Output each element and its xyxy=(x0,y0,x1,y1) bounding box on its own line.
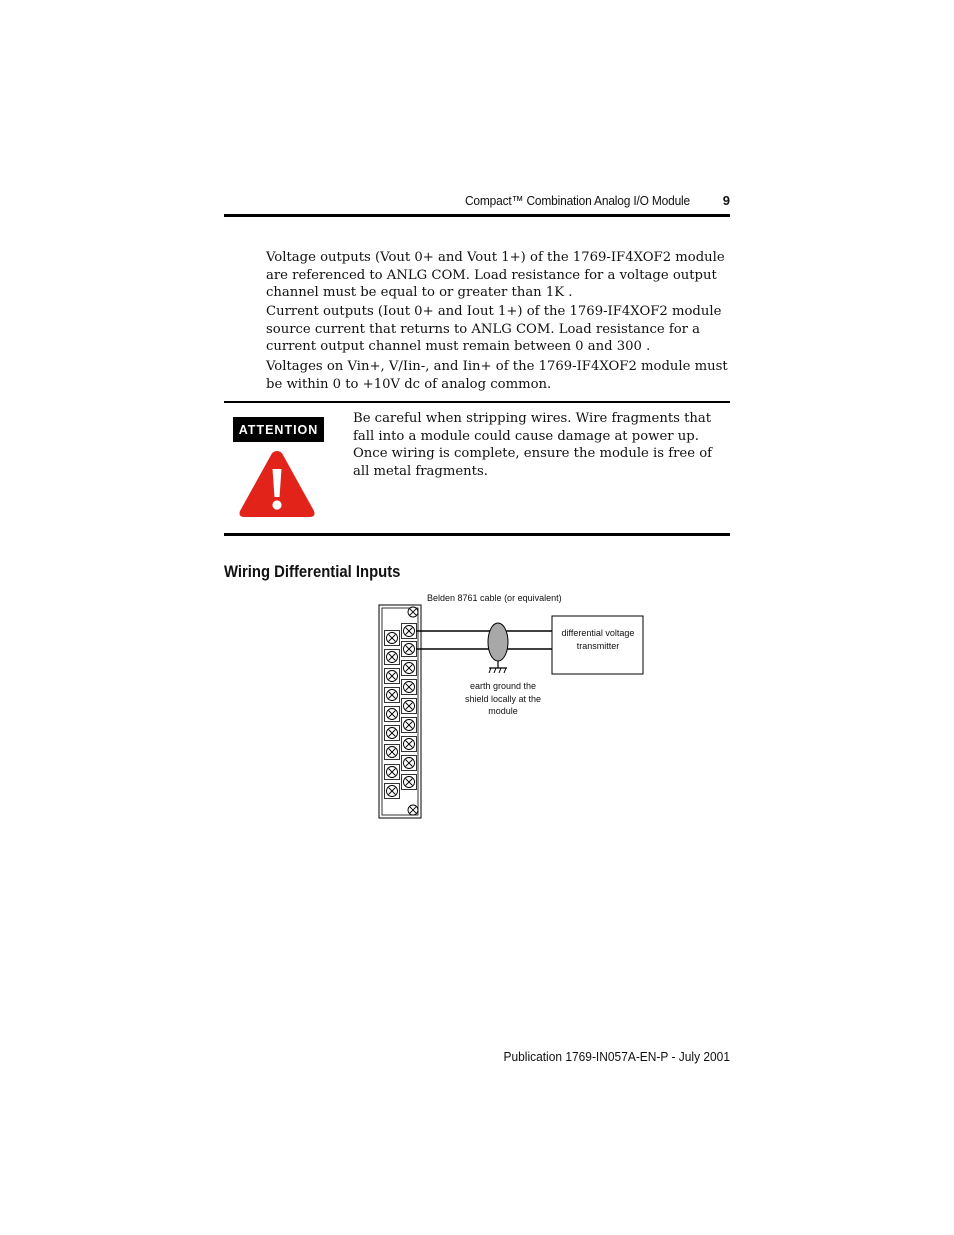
attention-text: Be careful when stripping wires. Wire fragments that fall into a module could cause damage at power up. Once wiring is complete, ensure the module is free of all metal fragments. xyxy=(353,411,713,479)
ground-label-line-2: shield locally at the xyxy=(464,694,542,704)
terminal-screw xyxy=(385,784,400,799)
terminal-screw xyxy=(408,607,418,617)
terminal-screw xyxy=(385,669,400,684)
earth-ground-icon xyxy=(489,661,507,673)
terminal-screw xyxy=(402,680,417,695)
warning-exclamation-icon xyxy=(237,447,317,521)
ground-label-line-3: module xyxy=(488,706,518,716)
header-rule xyxy=(224,214,730,217)
terminal-screw xyxy=(402,718,417,733)
paragraph-input-voltages: Voltages on Vin+, V/Iin-, and Iin+ of the 1769-IF4XOF2 module must be within 0 to +10V dc of analog common. xyxy=(266,359,728,392)
terminal-screw xyxy=(402,624,417,639)
terminal-screw xyxy=(385,707,400,722)
cable-label: Belden 8761 cable (or equivalent) xyxy=(427,593,562,603)
terminal-screw xyxy=(402,642,417,657)
terminal-screw xyxy=(402,661,417,676)
attention-label: ATTENTION xyxy=(233,417,324,442)
terminal-screw xyxy=(402,756,417,771)
terminal-column-right xyxy=(402,624,417,790)
terminal-screw xyxy=(408,805,418,815)
section-heading: Wiring Differential Inputs xyxy=(224,563,401,581)
paragraph-voltage-outputs: Voltage outputs (Vout 0+ and Vout 1+) of the 1769-IF4XOF2 module are referenced to ANLG COM. Load resistance for a voltage output channel must be equal to or greater than 1K . xyxy=(266,250,725,300)
paragraph-current-outputs: Current outputs (Iout 0+ and Iout 1+) of the 1769-IF4XOF2 module source current that returns to ANLG COM. Load resistance for a current output channel must remain between 0 and 300 . xyxy=(266,304,722,354)
terminal-screw xyxy=(385,726,400,741)
page-number: 9 xyxy=(722,193,730,208)
running-header-title: Compact™ Combination Analog I/O Module xyxy=(464,193,690,208)
ground-label-line-1: earth ground the xyxy=(469,681,537,691)
publication-footer: Publication 1769-IN057A-EN-P - July 2001 xyxy=(503,1049,730,1064)
terminal-column-left xyxy=(385,631,400,799)
transmitter-label-line-1: differential voltage xyxy=(561,628,635,638)
terminal-screw xyxy=(385,745,400,760)
transmitter-label-line-2: transmitter xyxy=(576,641,620,651)
terminal-screw xyxy=(385,765,400,780)
terminal-screw xyxy=(385,650,400,665)
terminal-screw xyxy=(402,737,417,752)
attention-bottom-rule xyxy=(224,533,730,536)
terminal-screw xyxy=(385,688,400,703)
wiring-diagram xyxy=(370,588,660,828)
cable-shield xyxy=(488,623,508,661)
terminal-screw xyxy=(402,775,417,790)
terminal-screw xyxy=(402,699,417,714)
attention-top-rule xyxy=(224,401,730,403)
terminal-screw xyxy=(385,631,400,646)
